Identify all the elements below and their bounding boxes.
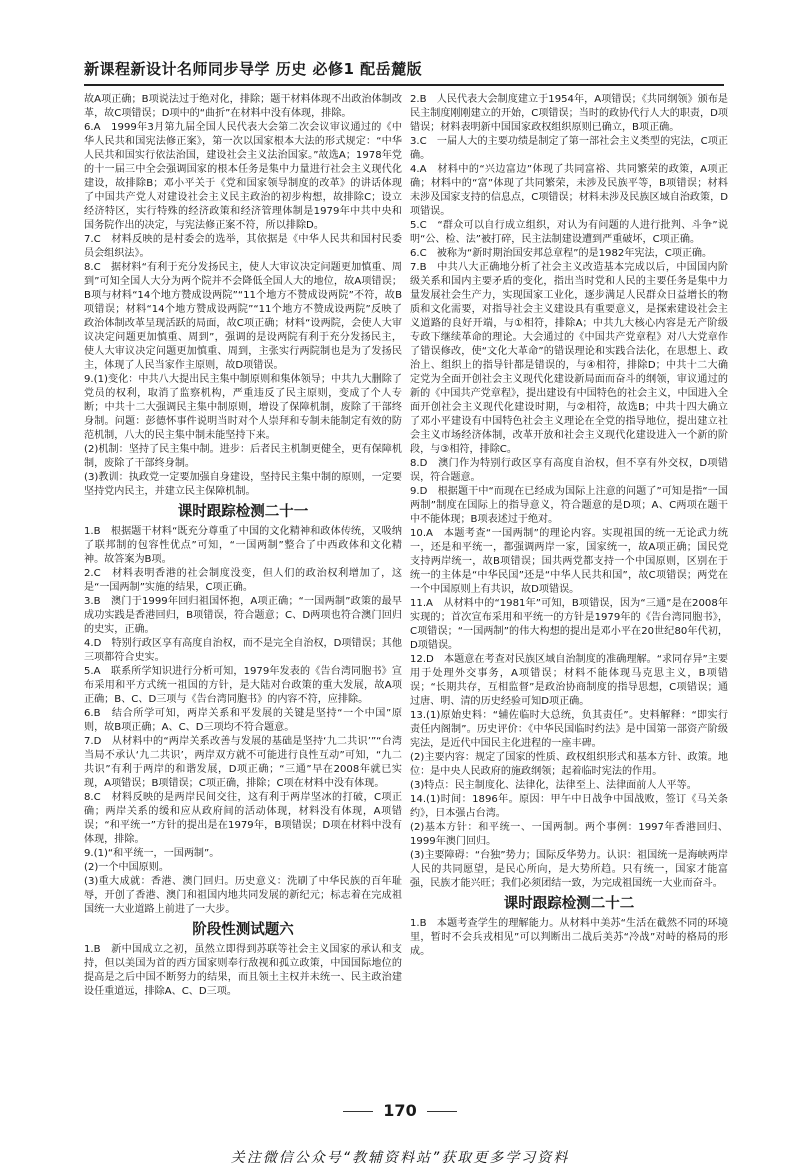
answer-item: (2)主要内容：规定了国家的性质、政权组织形式和基本方针、政策。地位：是中央人民政府的施政纲领；起着临时宪法的作用。 xyxy=(410,752,728,777)
footer-note: 关注微信公众号“教辅资料站”获取更多学习资料 xyxy=(230,1150,570,1166)
answer-item: 6.C 被称为“新时期治国安邦总章程”的是1982年宪法，C项正确。 xyxy=(410,248,713,259)
answer-item: 9.(1)“和平统一，一国两制”。 xyxy=(84,848,220,859)
answer-item: 8.C 材料反映的是两岸民间交往，这有利于两岸坚冰的打破，C项正确；两岸关系的缓和应从政府间的活动体现，材料没有体现，A项错误；“和平统一”方针的提出是在1979年，B项错误；D项在材料中没有体现，排除。 xyxy=(84,792,402,845)
answer-item: (2)机制：坚持了民主集中制。进步：后者民主机制更健全，更有保障机制，废除了干部终身制。 xyxy=(84,444,402,469)
section-heading: 课时跟踪检测二十一 xyxy=(177,503,309,520)
answer-item: 5.C “群众可以自行成立组织，对认为有问题的人进行批判、斗争”说明“公、检、法”被打碎，民主法制建设遭到严重破坏，C项正确。 xyxy=(410,220,728,245)
page-number: 170 xyxy=(383,1101,417,1120)
answer-item: (3)重大成就：香港、澳门回归。历史意义：洗刷了中华民族的百年耻辱，开创了香港、澳门和祖国内地共同发展的新纪元；标志着在完成祖国统一大业道路上前进了一大步。 xyxy=(84,876,402,915)
answer-item: 9.(1)变化：中共八大提出民主集中制原则和集体领导；中共九大删除了党员的权利，取消了监察机构，严重违反了民主原则，变成了个人专断；中共十二大强调民主集中制原则，增设了保障机制，废除了干部终身制。问题：彭德怀事件说明当时对个人崇拜和专制未能制定有效的防范机制，八大的民主集中制未能坚持下来。 xyxy=(84,374,402,441)
answer-item: 3.B 澳门于1999年回归祖国怀抱，A项正确；“一国两制”政策的最早成功实践是香港回归，B项错误，符合题意；C、D两项也符合澳门回归的史实，正确。 xyxy=(84,596,402,635)
answer-item: (2)基本方针：和平统一、一国两制。两个事例：1997年香港回归、1999年澳门回归。 xyxy=(410,822,728,847)
header-rule xyxy=(84,84,724,86)
answer-item: 11.A 从材料中的“1981年”可知，B项错误，因为“三通”是在2008年实现的；首次宣布采用和平统一的方针是1979年的《告台湾同胞书》，C项错误；“一国两制”的伟大构想的提出是邓小平在20世纪80年代初，D项错误。 xyxy=(410,598,728,651)
answer-item: 8.C 据材料“有利于充分发扬民主，使人大审议决定问题更加慎重、周到”可知全国人大分为两个院并不会降低全国人大的地位，故A项错误；B项与材料“14个地方赞成设两院”“11个地方不赞成设两院”不符，故B项错误；材料“14个地方赞成设两院”“11个地方不赞成设两院”反映了政治体制改革呈现活跃的局面，故C项正确；材料“设两院，会使人大审议决定问题更加慎重、周到”，强调的是设两院有利于充分发扬民主，使人大审议决定问题更加慎重、周到，主张实行两院制也是为了发扬民主，体现了人民当家作主原则，故D项错误。 xyxy=(84,262,402,371)
page-number-row xyxy=(0,1101,800,1120)
answer-item: 8.D 澳门作为特别行政区享有高度自治权，但不享有外交权，D项错误，符合题意。 xyxy=(410,458,728,483)
answer-item: 故A项正确；B项说法过于绝对化，排除；题干材料体现不出政治体制改革，故C项错误；D项中的“曲折”在材料中没有体现，排除。 xyxy=(84,94,402,119)
answer-item: 6.B 结合所学可知，两岸关系和平发展的关键是坚持“一个中国”原则，故B项正确；A、C、D三项均不符合题意。 xyxy=(84,708,402,733)
answer-item: 5.A 联系所学知识进行分析可知，1979年发表的《告台湾同胞书》宣布采用和平方式统一祖国的方针，是大陆对台政策的重大发展，故A项正确；B、C、D三项与《告台湾同胞书》的内容不符，应排除。 xyxy=(84,666,402,705)
answer-item: 4.D 特别行政区享有高度自治权，而不是完全自治权，D项错误；其他三项都符合史实。 xyxy=(84,638,402,663)
answer-item: 13.(1)原始史料：“辅佐临时大总统，负其责任”。史料解释：“即实行责任内阁制”。历史评价：《中华民国临时约法》是中国第一部资产阶级宪法，是近代中国民主化进程的一座丰碑。 xyxy=(410,710,728,749)
answer-item: 12.D 本题意在考查对民族区域自治制度的准确理解。“求同存异”主要用于处理外交事务，A项错误；材料不能体现马克思主义，B项错误；“长期共存，互相监督”是政治协商制度的指导思想，C项错误；通过唐、明、清的历史经验可知D项正确。 xyxy=(410,654,728,707)
answer-item: 3.C 一届人大的主要功绩是制定了第一部社会主义类型的宪法，C项正确。 xyxy=(410,136,728,161)
header-title: 新课程新设计名师同步导学 历史 必修1 配岳麓版 xyxy=(84,60,423,78)
answer-item: 7.B 中共八大正确地分析了社会主义改造基本完成以后，中国国内阶级关系和国内主要矛盾的变化，指出当时党和人民的主要任务是集中力量发展社会生产力，实现国家工业化，逐步满足人民群众日益增长的物质和文化需要，对指导社会主义建设具有重要意义，是探索建设社会主义道路的良好开端，与①相符，排除A；中共九大核心内容是无产阶级专政下继续革命的理论。大会通过的《中国共产党章程》对八大党章作了错误修改，使“文化大革命”的错误理论和实践合法化，在思想上、政治上、组织上的指导针都是错误的，与④相符，排除D；中共十二大确定党为全面开创社会主义现代化建设新局面而奋斗的纲领，审议通过的新的《中国共产党章程》，提出建设有中国特色的社会主义，中国进入全面开创社会主义现代化建设时期，与②相符，故选B；中共十四大确立了邓小平建设有中国特色社会主义理论在全党的指导地位，提出建立社会主义市场经济体制，改革开放和社会主义现代化建设进入一个新的阶段，与③相符，排除C。 xyxy=(410,262,728,455)
answer-item: 9.D 根据题干中“而现在已经成为国际上注意的问题了”可知是指“一国两制”制度在国际上的指导意义，符合题意的是D项；A、C两项在题干中不能体现；B项表述过于绝对。 xyxy=(410,486,728,525)
answer-item: (2)一个中国原则。 xyxy=(84,862,169,873)
right-column xyxy=(410,93,728,959)
answer-item: (3)主要障碍：“台独”势力；国际反华势力。认识：祖国统一是海峡两岸人民的共同愿望，是民心所向，是大势所趋。只有统一，国家才能富强，民族才能兴旺；我们必须团结一致，为完成祖国统一大业而奋斗。 xyxy=(410,850,728,889)
answer-item: 4.A 材料中的“兴边富边”体现了共同富裕、共同繁荣的政策，A项正确；材料中的“富”体现了共同繁荣，未涉及民族平等，B项错误；材料未涉及国家支持的信息点，C项错误；材料未涉及民族区域自治政策，D项错误。 xyxy=(410,164,728,217)
answer-item: 1.B 新中国成立之初，虽然立即得到苏联等社会主义国家的承认和支持，但以美国为首的西方国家则奉行敌视和孤立政策，中国国际地位的提高是之后中国不断努力的结果，而且领土主权并未统一、民主政治建设任重道远，排除A、C、D三项。 xyxy=(84,944,402,997)
section-heading: 阶段性测试题六 xyxy=(192,921,294,938)
left-column xyxy=(84,93,402,999)
page-number-dash-right xyxy=(427,1111,457,1112)
answer-item: 14.(1)时间：1896年。原因：甲午中日战争中国战败，签订《马关条约》，日本强占台湾。 xyxy=(410,794,728,819)
answer-item: 7.C 材料反映的是村委会的选举，其依据是《中华人民共和国村民委员会组织法》。 xyxy=(84,234,402,259)
answer-item: 2.B 人民代表大会制度建立于1954年，A项错误；《共同纲领》颁布是民主制度刚刚建立的开始，C项错误；当时的政协代行人大的职责，D项错误；材料表明新中国国家政权组织原则已确立，B项正确。 xyxy=(410,94,728,133)
page-header xyxy=(84,58,720,79)
answer-item: 1.B 本题考查学生的理解能力。从材料中美苏“生活在截然不同的环境里，暂时不会兵戎相见”可以判断出二战后美苏“冷战”对峙的格局的形成。 xyxy=(410,918,728,957)
answer-item: (3)教训：执政党一定要加强自身建设，坚持民主集中制的原则，一定要坚持党内民主，并建立民主保障机制。 xyxy=(84,472,402,497)
answer-item: 6.A 1999年3月第九届全国人民代表大会第二次会议审议通过的《中华人民共和国宪法修正案》，第一次以国家根本大法的形式规定：“中华人民共和国实行依法治国，建设社会主义法治国家。”故选A；1978年党的十一届三中全会强调国家的根本任务是集中力量进行社会主义现代化建设，故排除B；邓小平关于《党和国家领导制度的改革》的讲话体现了中国共产党人对建设社会主义民主政治的初步构想，故排除C；设立经济特区，实行特殊的经济政策和经济管理体制是1979年中共中央和国务院作出的决定，与宪法修正案不符，所以排除D。 xyxy=(84,122,402,231)
answer-item: (3)特点：民主制度化、法律化，法律至上、法律面前人人平等。 xyxy=(410,780,697,791)
section-heading: 课时跟踪检测二十二 xyxy=(503,895,635,912)
answer-item: 2.C 材料表明香港的社会制度没变，但人们的政治权利增加了，这是“一国两制”实施的结果，C项正确。 xyxy=(84,568,402,593)
answer-item: 7.D 从材料中的“两岸关系改善与发展的基础是坚持‘九二共识’”“台湾当局不承认‘九二共识’，两岸双方就不可能进行良性互动”可知，“九二共识”有利于两岸的和谐发展，D项正确；“三通”早在2008年就已实现，A项错误；B项错误；C项正确，排除；C项在材料中没有体现。 xyxy=(84,736,402,789)
answer-item: 1.B 根据题干材料“既充分尊重了中国的文化精神和政体传统，又吸纳了联邦制的包容性优点”可知，“一国两制”整合了中西政体和文化精神。故答案为B项。 xyxy=(84,526,402,565)
page-number-dash-left xyxy=(343,1111,373,1112)
answer-item: 10.A 本题考查“一国两制”的理论内容。实现祖国的统一无论武力统一，还是和平统一，都强调两岸一家，国家统一，故A项正确；国民党支持两岸统一，故B项错误；国共两党都支持一个中国原则，区别在于统一的主体是“中华民国”还是“中华人民共和国”，故C项错误；两党在一个中国原则上有共识，故D项错误。 xyxy=(410,528,728,595)
